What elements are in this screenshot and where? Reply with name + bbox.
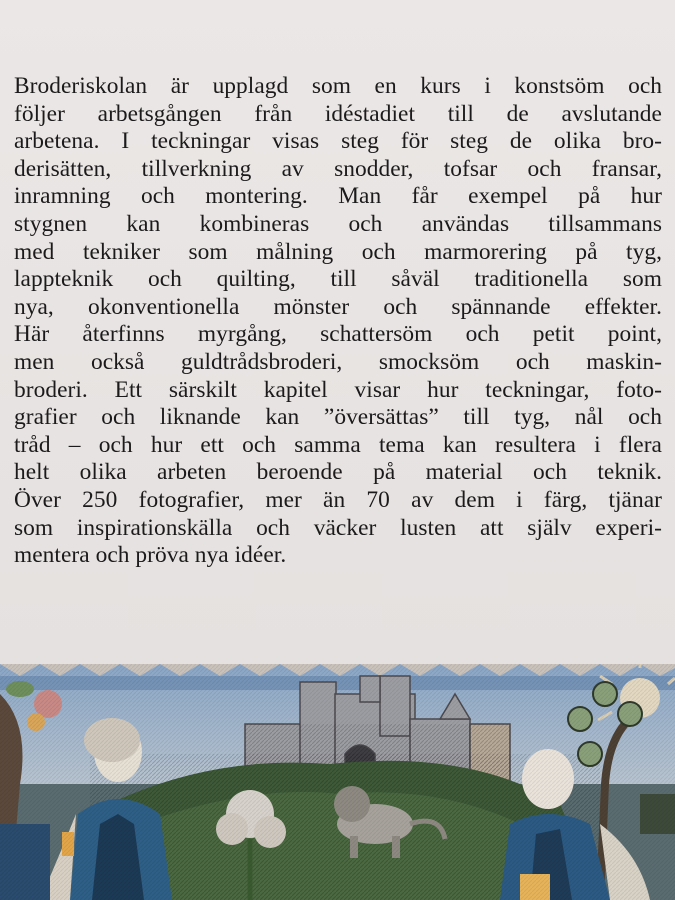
text-line-14: tråd – och hur ett och samma tema kan resultera i flera bbox=[14, 431, 662, 458]
text-line-13: grafier och liknande kan ”översättas” till tyg, nål och bbox=[14, 404, 662, 431]
text-line-1: Broderiskolan är upplagd som en kurs i konstsöm och bbox=[14, 73, 662, 99]
text-line-15: helt olika arbeten beroende på material och teknik. bbox=[14, 459, 662, 486]
text-line-7: med tekniker som målning och marmorering på tyg, bbox=[14, 238, 662, 265]
text-line-17: som inspirationskälla och väcker lusten att själv experi- bbox=[14, 514, 662, 541]
text-line-18: mentera och pröva nya idéer. bbox=[14, 542, 287, 569]
text-line-16: Över 250 fotografier, mer än 70 av dem i färg, tjänar bbox=[14, 486, 662, 513]
text-line-9: nya, okonventionella mönster och spännande effekter. bbox=[14, 293, 662, 320]
text-line-5: inramning och montering. Man får exempel på hur bbox=[14, 183, 662, 210]
text-line-10: Här återfinns myrgång, schattersöm och petit point, bbox=[14, 321, 662, 348]
text-line-3: arbetena. I teckningar visas steg för steg de olika bro- bbox=[14, 128, 662, 155]
text-line-8: lappteknik och quilting, till såväl traditionella som bbox=[14, 266, 662, 293]
text-line-2: följer arbetsgången från idéstadiet till de avslutande bbox=[14, 100, 662, 127]
text-line-12: broderi. Ett särskilt kapitel visar hur teckningar, foto- bbox=[14, 376, 662, 403]
text-line-11: men också guldtrådsbroderi, smocksöm och maskin- bbox=[14, 348, 662, 375]
embroidery-sampler-photo bbox=[0, 664, 675, 900]
text-line-4: derisätten, tillverkning av snodder, tofsar och fransar, bbox=[14, 155, 662, 182]
description-text bbox=[14, 73, 662, 570]
text-line-6: stygnen kan kombineras och användas tillsammans bbox=[14, 210, 662, 237]
